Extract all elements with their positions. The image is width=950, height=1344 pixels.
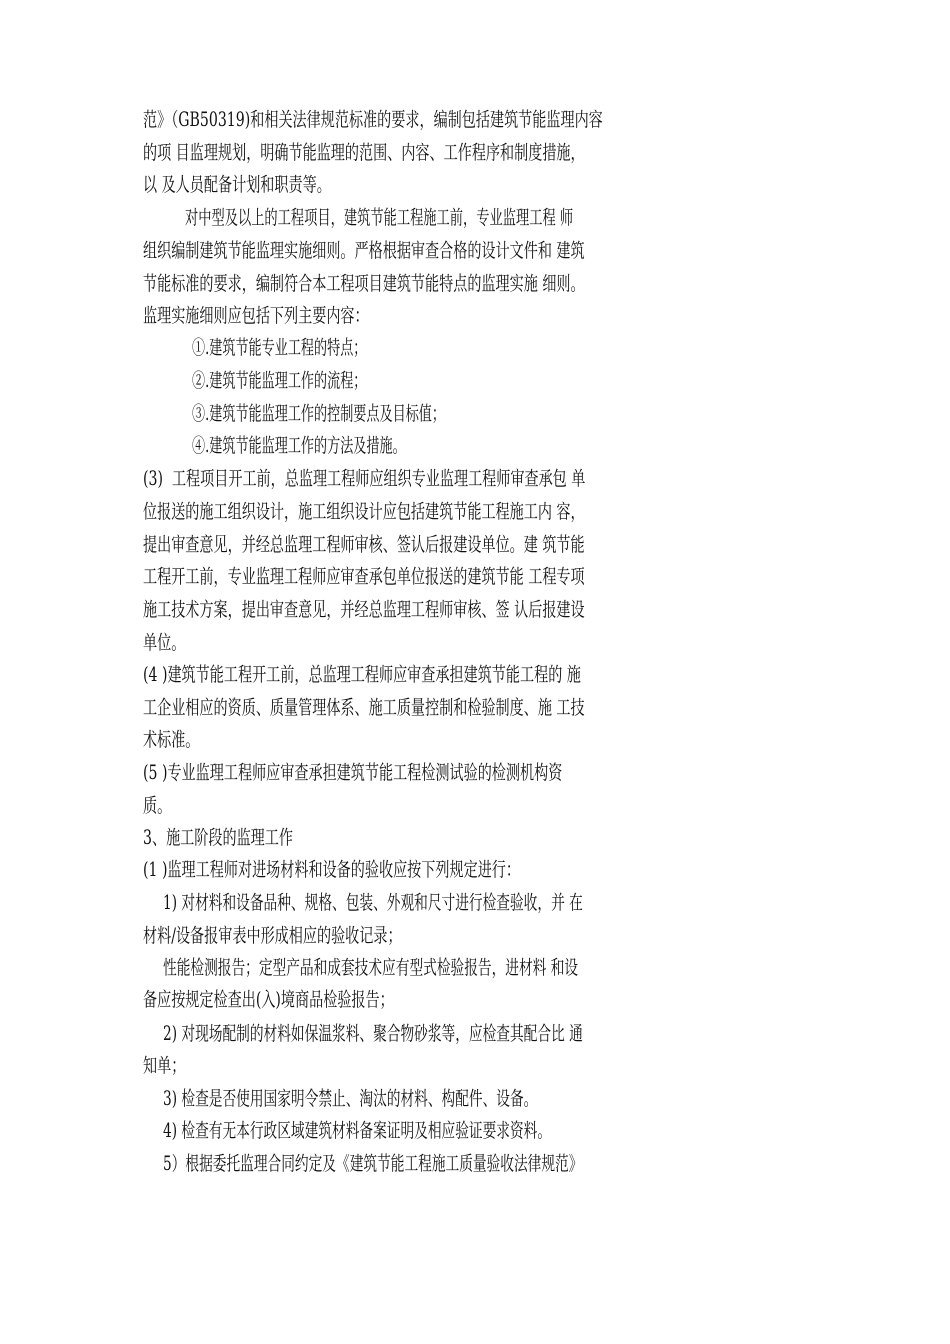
text-line: 提出审查意见，并经总监理工程师审核、签认后报建设单位。建 筑节能 [143, 533, 585, 556]
text-line: 施工技术方案，提出审查意见，并经总监理工程师审核、签 认后报建设 [143, 598, 585, 621]
list-item: ②.建筑节能监理工作的流程； [192, 369, 367, 392]
text-line: 组织编制建筑节能监理实施细则。严格根据审查合格的设计文件和 建筑 [143, 239, 585, 262]
section-heading: 3、施工阶段的监理工作 [143, 826, 293, 849]
text-line: 监理实施细则应包括下列主要内容： [143, 304, 369, 327]
text-line: 知单； [143, 1054, 186, 1077]
text-line: 对中型及以上的工程项目，建筑节能工程施工前，专业监理工程 师 [185, 206, 574, 229]
list-item: ①.建筑节能专业工程的特点； [192, 336, 367, 359]
text-line: 工程开工前，专业监理工程师应审查承包单位报送的建筑节能 工程专项 [143, 565, 585, 588]
text-line: 范》（GB50319)和相关法律规范标准的要求，编制包括建筑节能监理内容 [143, 108, 603, 131]
text-line: 备应按规定检查出(入)境商品检验报告； [143, 988, 394, 1011]
text-line: 的项 目监理规划，明确节能监理的范围、内容、工作程序和制度措施， [143, 141, 585, 164]
text-line: 3) 检查是否使用国家明令禁止、淘汰的材料、构配件、设备。 [163, 1087, 538, 1110]
text-line: 2) 对现场配制的材料如保温浆料、聚合物砂浆等，应检查其配合比 通 [163, 1022, 583, 1045]
text-line: 材料/设备报审表中形成相应的验收记录； [143, 924, 402, 947]
text-line: 以 及人员配备计划和职责等。 [143, 173, 331, 196]
text-line: 术标准。 [143, 728, 200, 751]
text-line: (4 )建筑节能工程开工前，总监理工程师应审查承担建筑节能工程的 施 [143, 663, 581, 686]
list-item: ③.建筑节能监理工作的控制要点及目标值； [192, 402, 445, 425]
text-line: 质。 [143, 794, 172, 817]
text-line: 单位。 [143, 631, 186, 654]
text-line: 4) 检查有无本行政区域建筑材料备案证明及相应验证要求资料。 [163, 1119, 552, 1142]
list-item: ④.建筑节能监理工作的方法及措施。 [192, 434, 406, 457]
text-line: 性能检测报告；定型产品和成套技术应有型式检验报告，进材料 和设 [163, 956, 579, 979]
text-line: (3) 工程项目开工前，总监理工程师应组织专业监理工程师审查承包 单 [143, 467, 586, 490]
text-line: 5）根据委托监理合同约定及《建筑节能工程施工质量验收法律规范》 [163, 1152, 583, 1175]
text-line: 1) 对材料和设备品种、规格、包装、外观和尺寸进行检查验收，并 在 [163, 891, 583, 914]
text-line: 节能标准的要求，编制符合本工程项目建筑节能特点的监理实施 细则。 [143, 272, 585, 295]
text-line: (1 )监理工程师对进场材料和设备的验收应按下列规定进行： [143, 858, 521, 881]
text-line: (5 )专业监理工程师应审查承担建筑节能工程检测试验的检测机构资 [143, 761, 563, 784]
text-line: 位报送的施工组织设计，施工组织设计应包括建筑节能工程施工内 容， [143, 500, 585, 523]
text-line: 工企业相应的资质、质量管理体系、施工质量控制和检验制度、施 工技 [143, 696, 585, 719]
